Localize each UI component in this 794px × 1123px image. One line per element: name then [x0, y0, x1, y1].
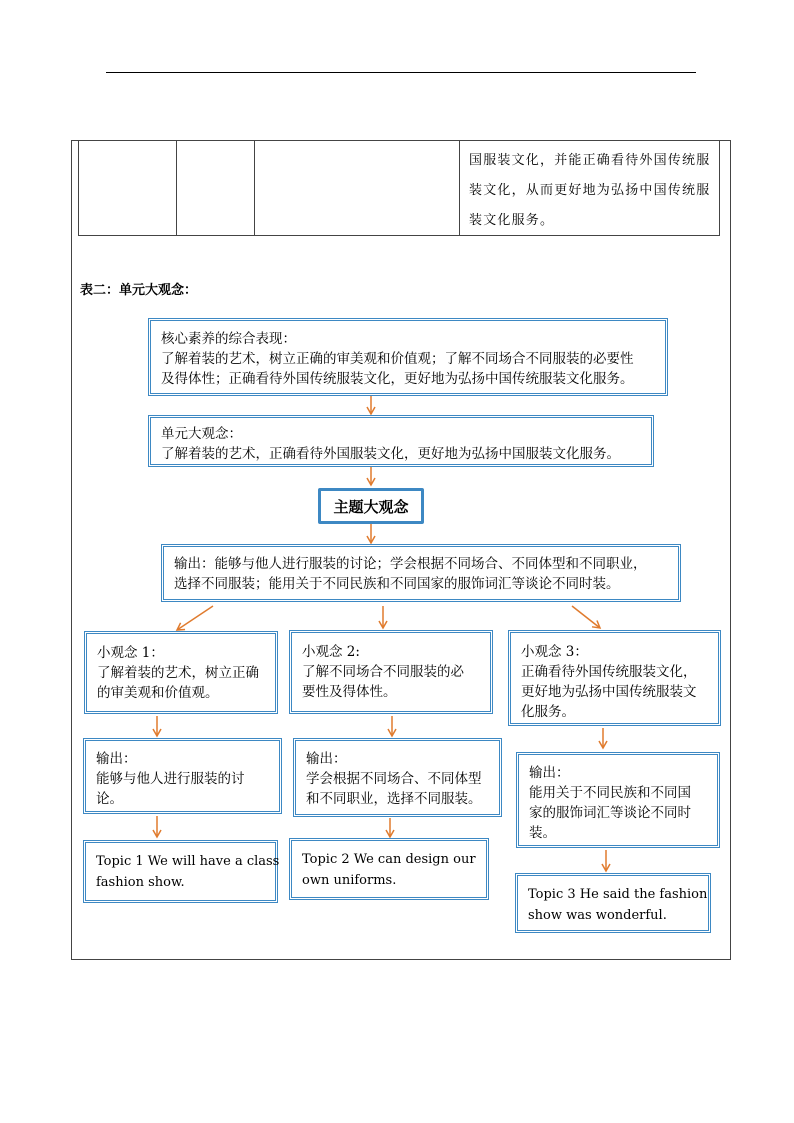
core-literacy-box: [148, 318, 668, 396]
topic-box-2: Topic 2 We can design our own uniforms.: [289, 838, 489, 900]
core-title: 核心素养的综合表现：: [161, 331, 296, 347]
core-line-1: 了解着装的艺术，树立正确的审美观和价值观；了解不同场合不同服装的必要性: [161, 351, 634, 367]
output-box-2: 输出： 学会根据不同场合、不同体型 和不同职业，选择不同服装。: [293, 738, 502, 817]
topic-box-1: Topic 1 We will have a class fashion show.: [83, 840, 278, 903]
concept-2-title: 小观念 2:: [302, 644, 360, 660]
arrow-output-concept3: [572, 606, 600, 628]
core-line-2: 及得体性；正确看待外国传统服装文化，更好地为弘扬中国传统服装文化服务。: [161, 371, 634, 387]
topic-box-3: Topic 3 He said the fashion show was wonderful.: [515, 873, 711, 933]
concept-1-title: 小观念 1：: [97, 645, 164, 661]
output-main-line-2: 选择不同服装；能用关于不同民族和不同国家的服饰词汇等谈论不同时装。: [174, 576, 620, 592]
section-title: 表二：单元大观念：: [80, 283, 198, 298]
output-3-title: 输出：: [529, 765, 570, 781]
output-main-box: [161, 544, 681, 602]
output-1-title: 输出：: [96, 751, 137, 767]
table-cell-text: 国服装文化，并能正确看待外国传统服 装文化，从而更好地为弘扬中国传统服 装文化服务。: [469, 153, 711, 228]
output-box-3: 输出： 能用关于不同民族和不同国 家的服饰词汇等谈论不同时 装。: [516, 752, 720, 848]
output-2-title: 输出：: [306, 751, 347, 767]
arrow-output-concept1: [177, 606, 213, 630]
unit-concept-box: [148, 415, 654, 467]
concept-box-1: 小观念 1： 了解着装的艺术，树立正确 的审美观和价值观。: [84, 631, 278, 714]
theme-concept-box: 主题大观念: [318, 488, 424, 524]
output-main-line-1: 输出：能够与他人进行服装的讨论；学会根据不同场合、不同体型和不同职业，: [174, 556, 647, 572]
concept-box-2: 小观念 2: 了解不同场合不同服装的必 要性及得体性。: [289, 630, 493, 714]
unit-text: 了解着装的艺术，正确看待外国服装文化，更好地为弘扬中国服装文化服务。: [161, 446, 620, 462]
unit-title: 单元大观念：: [161, 426, 242, 442]
output-box-1: 输出： 能够与他人进行服装的讨 论。: [83, 738, 282, 814]
concept-3-title: 小观念 3：: [521, 644, 588, 660]
concept-box-3: 小观念 3： 正确看待外国传统服装文化， 更好地为弘扬中国传统服装文 化服务。: [508, 630, 721, 726]
